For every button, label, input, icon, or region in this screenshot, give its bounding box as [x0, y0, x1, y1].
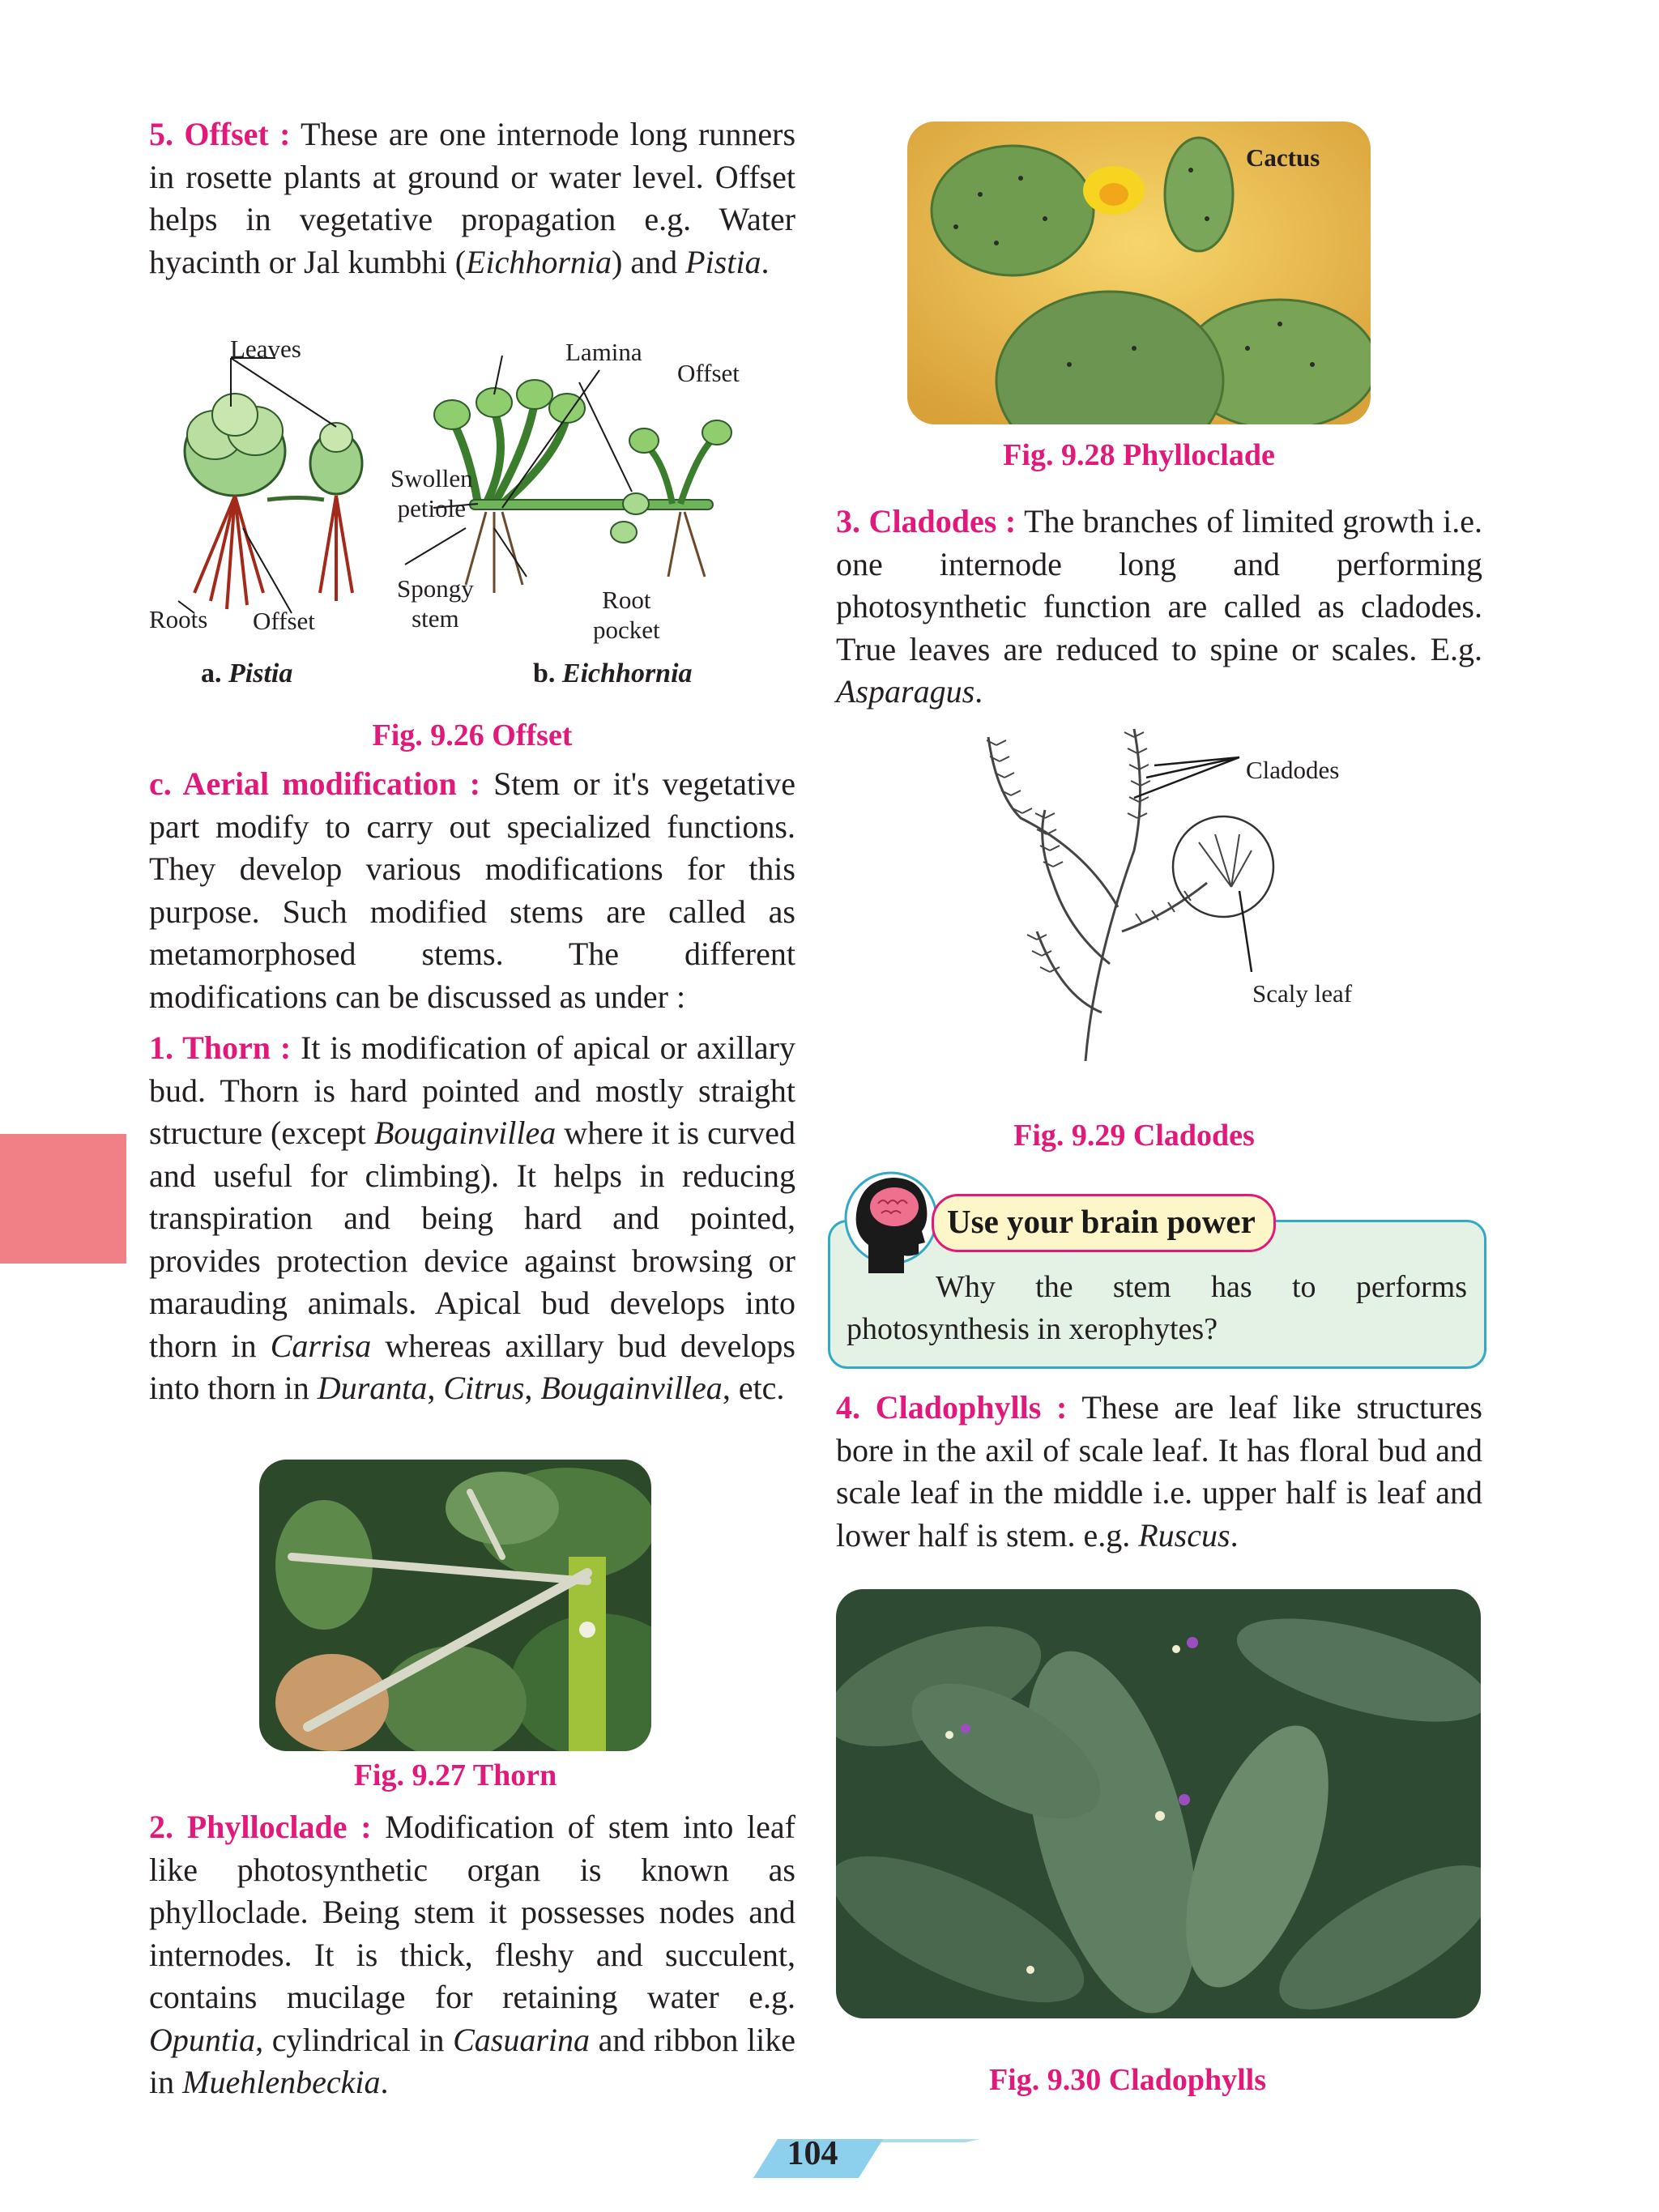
label-offset-top: Offset — [677, 359, 740, 387]
label-lamina: Lamina — [565, 338, 642, 366]
label-spongy-stem: Spongy stem — [397, 574, 474, 633]
caption-fig-9-27: Fig. 9.27 Thorn — [353, 1758, 557, 1792]
cladophylls-paragraph: 4. Cladophylls : These are leaf like structures bore in the axil of scale leaf. It has floral bud and scale leaf in the middle i.e. upper half is leaf and lower half is stem. e.g. Ruscus. — [836, 1389, 1482, 1554]
thorn-heading: 1. Thorn : — [149, 1029, 292, 1066]
cladodes-heading: 3. Cladodes : — [836, 503, 1017, 539]
cactus-photo — [907, 121, 1371, 424]
subcaption-eichhornia: b. Eichhornia — [533, 658, 693, 688]
pistia-plant — [178, 358, 362, 613]
offset-heading: 5. Offset : — [149, 116, 291, 152]
cladophylls-photo — [836, 1589, 1481, 2018]
label-cactus: Cactus — [1246, 143, 1320, 172]
caption-fig-9-29: Fig. 9.29 Cladodes — [1013, 1119, 1255, 1153]
cladophylls-section — [836, 1387, 1482, 1557]
label-offset-bottom: Offset — [253, 607, 315, 635]
label-roots: Roots — [149, 605, 208, 633]
phylloclade-section — [149, 1806, 795, 2104]
thorn-image — [259, 1460, 651, 1751]
thorn-section — [149, 1027, 795, 1410]
label-root-pocket: Root pocket — [593, 586, 660, 645]
thorn-photo — [259, 1460, 651, 1751]
brain-power-question: Why the stem has to performs photosynthesis in xerophytes? — [847, 1270, 1467, 1346]
label-swollen-petiole: Swollen petiole — [390, 464, 473, 523]
caption-fig-9-26: Fig. 9.26 Offset — [372, 718, 573, 752]
cladodes-section — [836, 501, 1482, 714]
caption-fig-9-28: Fig. 9.28 Phylloclade — [1003, 438, 1275, 472]
phylloclade-paragraph: 2. Phylloclade : Modification of stem into leaf like photosynthetic organ is known as phylloclade. Being stem it possesses nodes and internodes. It is thick, fleshy and succulent, contains mucilage for retaining water e.g. Opuntia, cylindrical in Casuarina and ribbon like in Muehlenbeckia. — [149, 1809, 795, 2100]
brain-head-icon — [844, 1168, 940, 1278]
label-leaves: Leaves — [230, 335, 301, 363]
cladodes-figure — [972, 721, 1393, 1069]
caption-fig-9-30: Fig. 9.30 Cladophylls — [988, 2063, 1267, 2097]
offset-illustration — [146, 334, 802, 698]
offset-section — [149, 113, 795, 283]
cladophylls-image — [836, 1589, 1481, 2018]
label-cladodes: Cladodes — [1246, 756, 1340, 784]
page-number-bar — [640, 2133, 980, 2181]
phylloclade-heading: 2. Phylloclade : — [149, 1809, 372, 1845]
side-tab-marker — [0, 1134, 126, 1264]
brain-power-title: Use your brain power — [932, 1194, 1276, 1252]
cladodes-paragraph: 3. Cladodes : The branches of limited growth i.e. one internode long and performing photosynthetic function are called as cladodes. True leaves are reduced to spine or scales. E.g. Asparagus. — [836, 503, 1482, 710]
label-scaly-leaf: Scaly leaf — [1252, 979, 1353, 1008]
offset-paragraph: 5. Offset : These are one internode long runners in rosette plants at ground or water level. Offset helps in vegetative propagation e.g. Water hyacinth or Jal kumbhi (Eichhornia) and Pistia. — [149, 116, 796, 280]
offset-figure — [146, 334, 802, 698]
cladophylls-heading: 4. Cladophylls : — [836, 1389, 1068, 1426]
page-number: 104 — [787, 2135, 838, 2172]
aerial-heading: c. Aerial modification : — [149, 765, 481, 802]
thorn-paragraph: 1. Thorn : It is modification of apical or axillary bud. Thorn is hard pointed and mostly straight structure (except Bougainvillea where it is curved and useful for climbing). It helps in reducing transpiration and being hard and pointed, provides protection device against browsing or marauding animals. Apical bud develops into thorn in Carrisa whereas axillary bud develops into thorn in Duranta, Citrus, Bougainvillea, etc. — [149, 1029, 796, 1406]
aerial-paragraph: c. Aerial modification : Stem or it's vegetative part modify to carry out specialized functions. They develop various modifications for this purpose. Such modified stems are called as metamorphosed stems. The different modifications can be discussed as under : — [149, 765, 795, 1015]
aerial-section — [149, 763, 795, 1018]
subcaption-pistia: a. Pistia — [201, 658, 293, 688]
